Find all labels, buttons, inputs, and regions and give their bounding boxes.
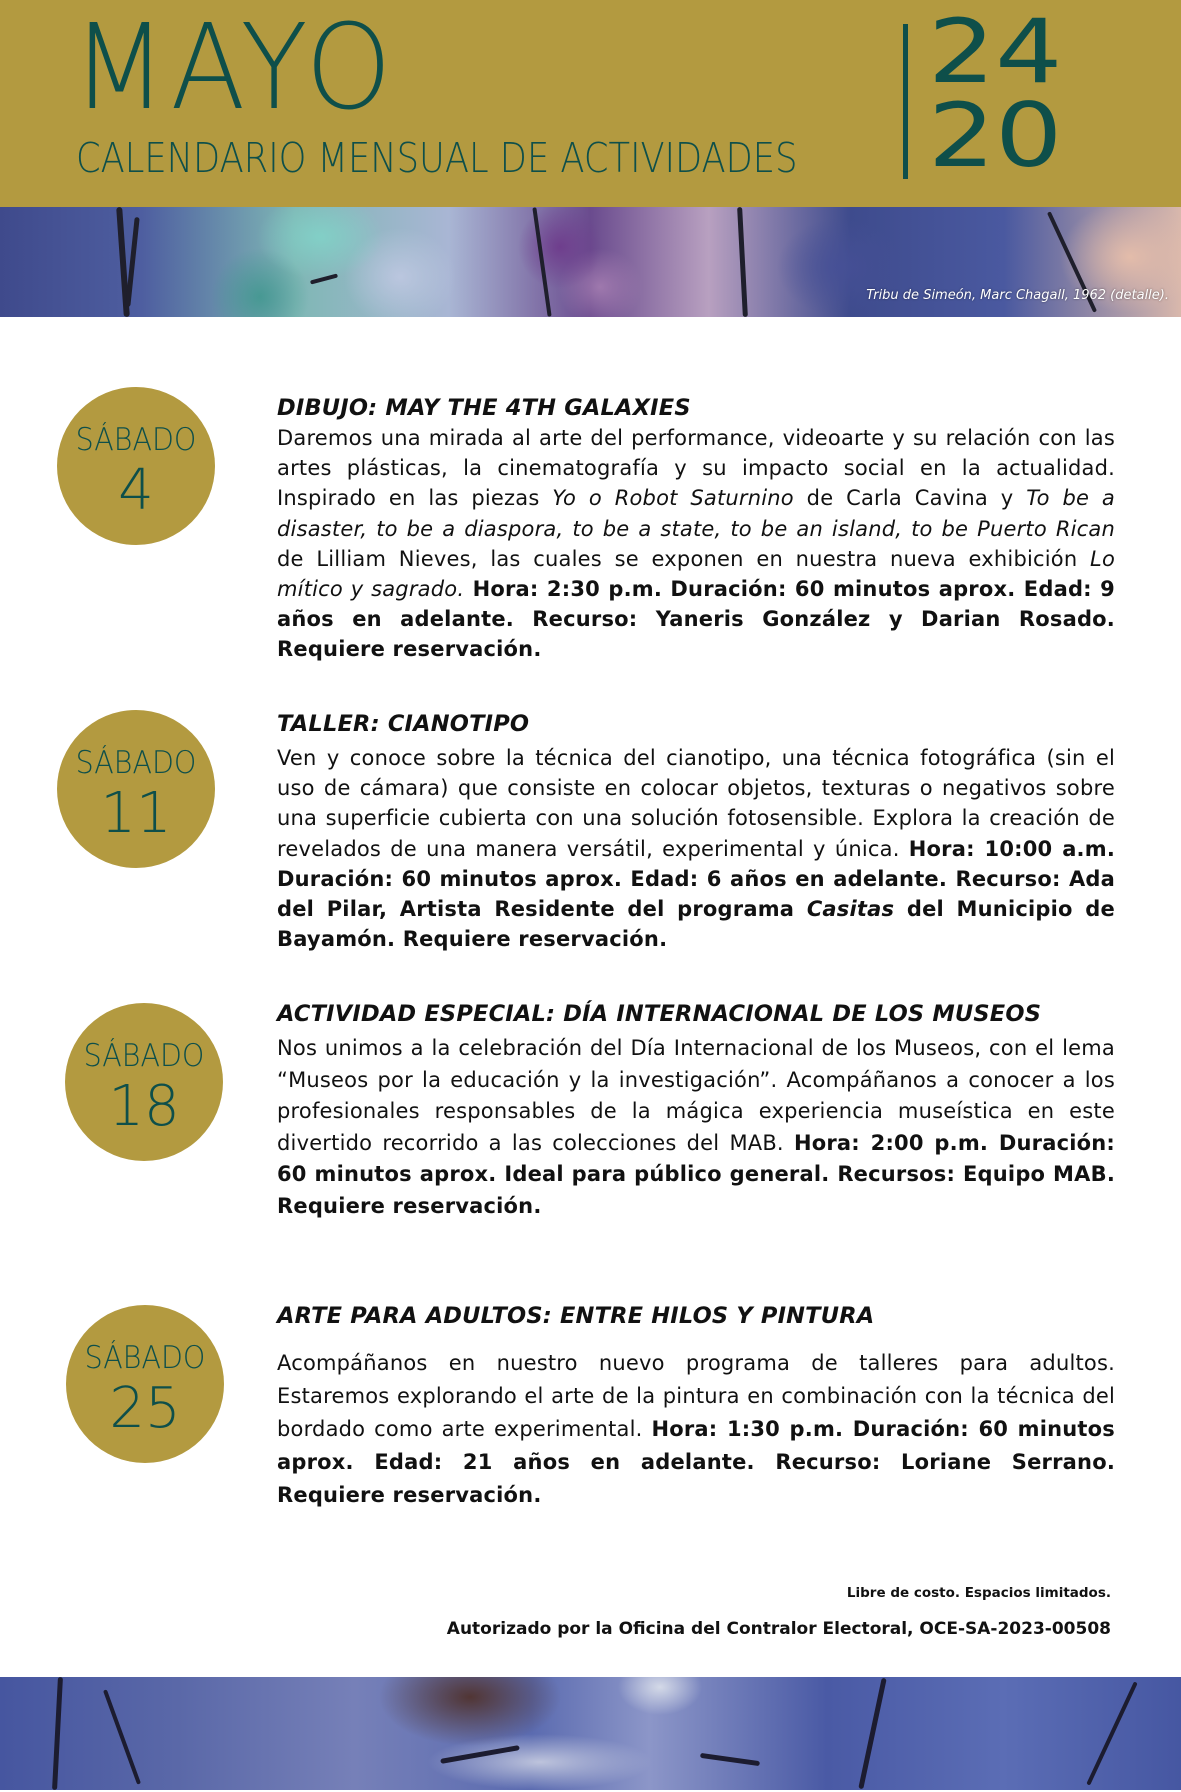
- date-badge: [66, 1305, 224, 1463]
- event-title: ACTIVIDAD ESPECIAL: DÍA INTERNACIONAL DE LOS MUSEOS: [277, 1001, 1042, 1027]
- event-description: Acompáñanos en nuestro nuevo programa de talleres para adultos. Estaremos explorando el arte de la pintura en combinación con la técnica del bordado como arte experimental. Hora: 1:30 p.m. Duración: 60 minutos aprox. Edad: 21 años en adelante. Recurso: Loriane Serrano. Requiere reservación.: [277, 1351, 1115, 1507]
- date-badge: [65, 1003, 223, 1161]
- artwork-strip-top: [0, 207, 1181, 317]
- event-description: Daremos una mirada al arte del performance, videoarte y su relación con las artes plásticas, la cinematografía y su impacto social en la actualidad. Inspirado en las piezas Yo o Robot Saturnino de Carla Cavina y To be a disaster, to be a diaspora, to be a state, to be an island, to be Puerto Rican de Lilliam Nieves, las cuales se exponen en nuestra nueva exhibición Lo mítico y sagrado. Hora: 2:30 p.m. Duración: 60 minutos aprox. Edad: 9 años en adelante. Recurso: Yaneris González y Darian Rosado. Requiere reservación.: [277, 426, 1115, 662]
- date-badge: [57, 710, 215, 868]
- day-of-week: SÁBADO: [83, 1038, 205, 1074]
- month-title: MAYO: [72, 0, 396, 136]
- day-number: 25: [109, 1376, 181, 1441]
- year-divider: [903, 24, 908, 179]
- event-title: DIBUJO: MAY THE 4TH GALAXIES: [277, 395, 691, 421]
- day-of-week: SÁBADO: [84, 1340, 206, 1376]
- year-top-digits: 24: [928, 0, 1063, 103]
- event-title: ARTE PARA ADULTOS: ENTRE HILOS Y PINTURA: [277, 1303, 875, 1329]
- event-title: TALLER: CIANOTIPO: [277, 711, 530, 737]
- event-description: Nos unimos a la celebración del Día Internacional de los Museos, con el lema “Museos por la educación y la investigación”. Acompáñanos a conocer a los profesionales responsables de la mágica experiencia museística en este divertido recorrido a las colecciones del MAB. Hora: 2:00 p.m. Duración: 60 minutos aprox. Ideal para público general. Recursos: Equipo MAB. Requiere reservación.: [277, 1036, 1115, 1218]
- calendar-subtitle: CALENDARIO MENSUAL DE ACTIVIDADES: [76, 134, 798, 182]
- day-number: 18: [108, 1074, 180, 1139]
- day-of-week: SÁBADO: [75, 745, 197, 781]
- day-of-week: SÁBADO: [75, 422, 197, 458]
- header-banner: [0, 0, 1181, 207]
- year-bottom-digits: 20: [928, 84, 1063, 187]
- day-number: 4: [118, 458, 154, 523]
- date-badge: [57, 387, 215, 545]
- event-description: Ven y conoce sobre la técnica del cianotipo, una técnica fotográfica (sin el uso de cámara) que consiste en colocar objetos, texturas o negativos sobre una superficie cubierta con una solución fotosensible. Explora la creación de revelados de una manera versátil, experimental y única. Hora: 10:00 a.m. Duración: 60 minutos aprox. Edad: 6 años en adelante. Recurso: Ada del Pilar, Artista Residente del programa Casitas del Municipio de Bayamón. Requiere reservación.: [277, 746, 1115, 952]
- artwork-caption: Tribu de Simeón, Marc Chagall, 1962 (detalle).: [866, 288, 1169, 303]
- cost-note: Libre de costo. Espacios limitados.: [846, 1585, 1111, 1601]
- artwork-strip-bottom: [0, 1677, 1181, 1790]
- day-number: 11: [100, 781, 172, 846]
- authorization-note: Autorizado por la Oficina del Contralor Electoral, OCE-SA-2023-00508: [446, 1619, 1111, 1639]
